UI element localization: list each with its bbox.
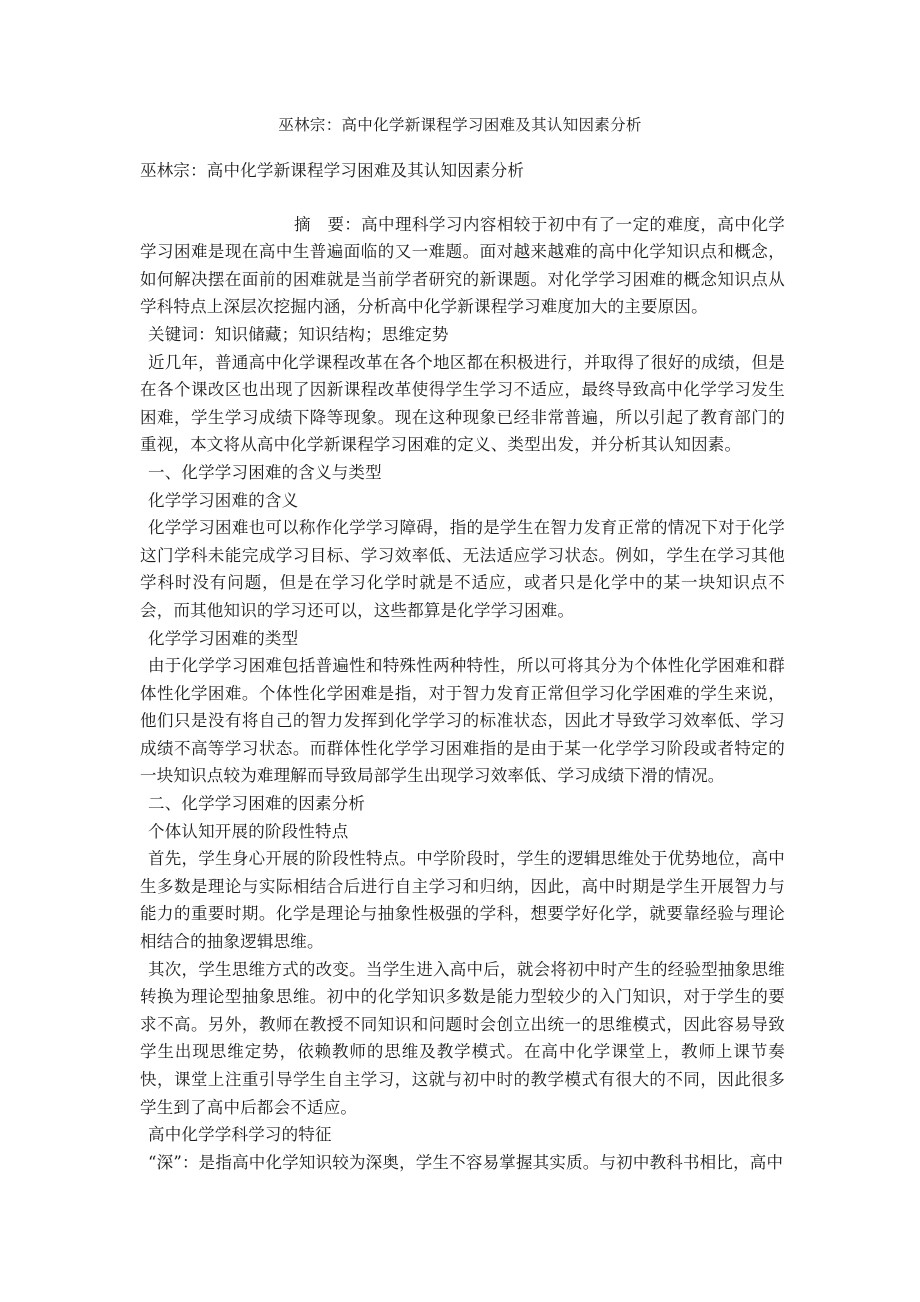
section2-subheading-features: 高中化学学科学习的特征 bbox=[148, 1125, 332, 1145]
section2-subheading-stage: 个体认知开展的阶段性特点 bbox=[148, 821, 349, 841]
abstract-label: 摘 要： bbox=[294, 214, 362, 234]
document-header-title: 巫林宗：高中化学新课程学习困难及其认知因素分析 bbox=[278, 116, 642, 134]
section2-paragraph-first: 首先，学生身心开展的阶段性特点。中学阶段时，学生的逻辑思维处于优势地位，高中生多数是理论与实际相结合后进行自主学习和归纳，因此，高中时期是学生开展智力与能力的重要时期。化学是理论与抽象性极强的学科，想要学好化学，就要靠经验与理论相结合的抽象逻辑思维。 bbox=[140, 849, 785, 952]
section1-subheading-types: 化学学习困难的类型 bbox=[148, 628, 299, 648]
section1-paragraph-definition: 化学学习困难也可以称作化学学习障碍，指的是学生在智力发育正常的情况下对于化学这门学科未能完成学习目标、学习效率低、无法适应学习状态。例如，学生在学习其他学科时没有问题，但是在学习化学时就是不适应，或者只是化学中的某一块知识点不会，而其他知识的学习还可以，这些都算是化学学习困难。 bbox=[140, 518, 785, 620]
keywords-line: 关键词：知识储藏；知识结构；思维定势 bbox=[148, 324, 449, 344]
section2-paragraph-deep: “深”：是指高中化学知识较为深奥，学生不容易掌握其实质。与初中教科书相比，高中 bbox=[148, 1152, 784, 1172]
abstract-text: 高中理科学习内容相较于初中有了一定的难度，高中化学学习困难是现在高中生普遍面临的又一难题。面对越来越难的高中化学知识点和概念，如何解决摆在面前的困难就是当前学者研究的新课题。对化学学习困难的概念知识点从学科特点上深层次挖掘内涵，分析高中化学新课程学习难度加大的主要原因。 bbox=[140, 214, 786, 317]
document-body bbox=[140, 157, 785, 1176]
document-subtitle: 巫林宗：高中化学新课程学习困难及其认知因素分析 bbox=[140, 161, 525, 180]
section2-heading: 二、化学学习困难的因素分析 bbox=[148, 794, 366, 814]
intro-paragraph: 近几年，普通高中化学课程改革在各个地区都在积极进行，并取得了很好的成绩，但是在各个课改区也出现了因新课程改革使得学生学习不适应，最终导致高中化学学习发生困难，学生学习成绩下降等现象。现在这种现象已经非常普遍，所以引起了教育部门的重视，本文将从高中化学新课程学习困难的定义、类型出发，并分析其认知因素。 bbox=[140, 352, 785, 455]
section1-paragraph-types: 由于化学学习困难包括普遍性和特殊性两种特性，所以可将其分为个体性化学困难和群体性化学困难。个体性化学困难是指，对于智力发育正常但学习化学困难的学生来说，他们只是没有将自己的智力发挥到化学学习的标准状态，因此才导致学习效率低、学习成绩不高等学习状态。而群体性化学学习困难指的是由于某一化学学习阶段或者特定的一块知识点较为难理解而导致局部学生出现学习效率低、学习成绩下滑的情况。 bbox=[140, 656, 785, 786]
section2-paragraph-second: 其次，学生思维方式的改变。当学生进入高中后，就会将初中时产生的经验型抽象思维转换为理论型抽象思维。初中的化学知识多数是能力型较少的入门知识，对于学生的要求不高。另外，教师在教授不同知识和问题时会创立出统一的思维模式，因此容易导致学生出现思维定势，依赖教师的思维及教学模式。在高中化学课堂上，教师上课节奏快，课堂上注重引导学生自主学习，这就与初中时的教学模式有很大的不同，因此很多学生到了高中后都会不适应。 bbox=[140, 959, 785, 1117]
section1-subheading-definition: 化学学习困难的含义 bbox=[148, 490, 299, 510]
abstract-paragraph bbox=[140, 211, 785, 321]
section1-heading: 一、化学学习困难的含义与类型 bbox=[148, 462, 382, 482]
